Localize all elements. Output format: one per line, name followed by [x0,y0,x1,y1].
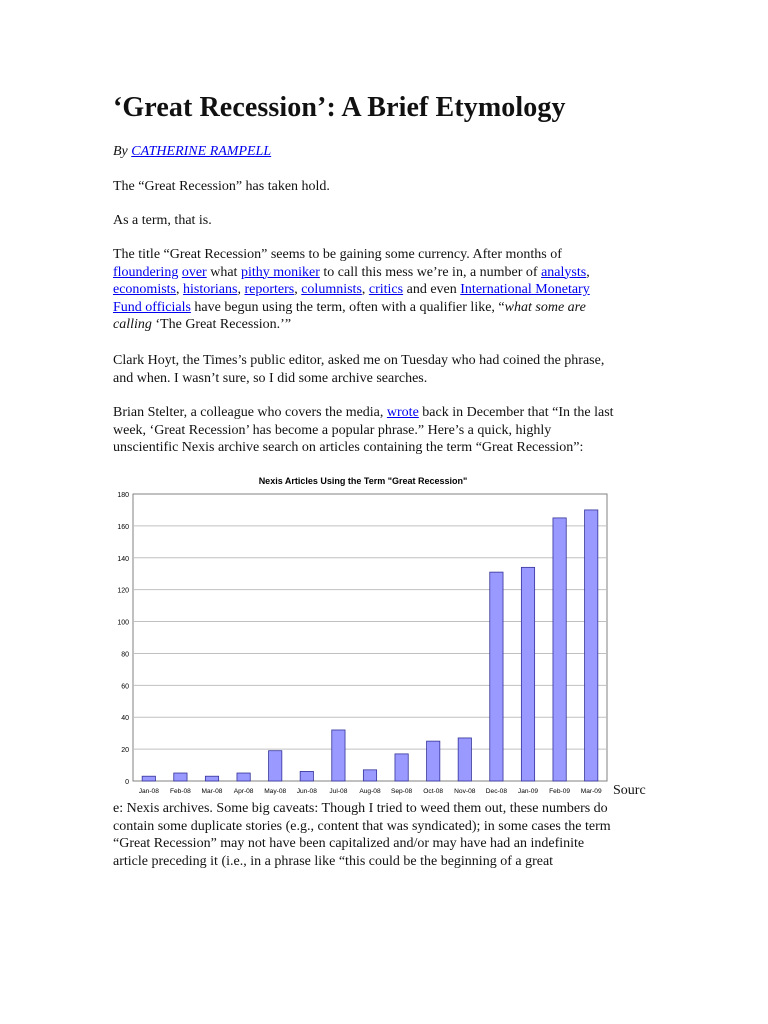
paragraph-3-line-4 [113,299,590,317]
text-to-call: to call this mess we’re in, a number of [319,264,542,280]
link-imf-officials-part-2[interactable]: Fund officials [113,299,191,315]
x-tick-label: Nov-08 [454,788,476,795]
paragraph-1: The “Great Recession” has taken hold. [113,179,330,194]
x-tick-label: Dec-08 [485,788,508,795]
bar [553,518,566,781]
paragraph-6-line-3: “Great Recession” may not have been capitalized and/or may have had an indefinite [113,836,585,852]
text-have-begun: have begun using the term, often with a qualifier like, “ [190,299,505,315]
paragraph-3-line-5 [113,316,590,334]
bar-chart-svg [113,470,613,800]
paragraph-5 [113,404,614,457]
x-tick-label: Mar-09 [580,788,602,795]
link-over[interactable]: over [181,264,207,280]
bar [363,770,376,781]
link-wrote[interactable]: wrote [386,405,419,420]
y-tick-label: 180 [117,492,129,499]
x-tick-label: Oct-08 [423,788,444,795]
text-comma: , [237,282,245,298]
chart-title: Nexis Articles Using the Term "Great Recession" [258,476,468,486]
text-brian-stelter: Brian Stelter, a colleague who covers the media, [113,405,387,420]
x-tick-label: Jul-08 [329,788,348,795]
x-tick-label: May-08 [264,788,287,795]
y-tick-label: 80 [121,651,129,659]
x-tick-label: Apr-08 [233,788,254,795]
link-analysts[interactable]: analysts [541,264,587,280]
byline-prefix: By [113,144,132,159]
paragraph-5-line-1 [113,404,614,422]
y-tick-label: 100 [117,619,129,627]
y-tick-label: 140 [117,555,129,563]
x-tick-label: Jan-09 [517,788,539,795]
y-tick-label: 120 [117,587,129,595]
bar [585,510,598,781]
bar [427,741,440,781]
paragraph-5-line-3: unscientific Nexis archive search on articles containing the term “Great Recession”: [113,440,584,456]
bar [174,773,187,781]
paragraph-3-line-1: The title “Great Recession” seems to be gaining some currency. After months of [113,247,562,262]
paragraph-3-line-2 [113,264,590,282]
link-columnists[interactable]: columnists [301,282,362,298]
text-what: what [206,264,241,280]
x-tick-label: Jun-08 [296,788,317,795]
paragraph-3-line-3 [113,281,590,299]
text-comma: , [294,282,302,298]
x-tick-label: Feb-09 [549,788,571,795]
x-tick-label: Feb-08 [169,788,191,795]
link-imf-officials-part-1[interactable]: International Monetary [460,282,590,298]
bar [142,776,155,781]
bar [490,572,503,781]
link-pithy-moniker[interactable]: pithy moniker [240,264,320,280]
paragraph-4 [113,352,604,387]
bar [332,730,345,781]
link-floundering[interactable]: floundering [113,264,179,280]
text-comma: , [361,282,369,298]
bar [395,754,408,781]
x-tick-label: Mar-08 [201,788,223,795]
paragraph-4-line-2: and when. I wasn’t sure, so I did some archive searches. [113,370,428,386]
bar [458,738,471,781]
link-critics[interactable]: critics [368,282,404,298]
paragraph-3 [113,246,590,334]
text-what-some-are: what some are [504,299,586,315]
link-historians[interactable]: historians [183,282,238,298]
x-tick-label: Jan-08 [138,788,159,795]
paragraph-6-line-2: contain some duplicate stories (e.g., content that was syndicated); in some cases the term [113,818,611,834]
text-calling: calling [113,317,152,333]
y-tick-label: 60 [121,683,129,691]
paragraph-6-line-4: article preceding it (i.e., in a phrase like “this could be the beginning of a great [113,853,554,869]
author-link[interactable]: CATHERINE RAMPELL [131,144,272,159]
paragraph-6-line-1: e: Nexis archives. Some big caveats: Though I tried to weed them out, these numbers do [113,801,608,816]
y-tick-label: 0 [125,779,129,786]
bar [521,567,534,781]
bar [205,776,218,781]
text-and-even: and even [403,282,461,298]
text-comma: , [176,282,183,298]
bar-chart [113,470,613,800]
byline [113,144,271,160]
link-economists[interactable]: economists [113,282,176,298]
paragraph-2: As a term, that is. [113,213,212,228]
y-tick-label: 20 [121,747,129,755]
y-tick-label: 160 [117,523,129,531]
paragraph-4-line-1: Clark Hoyt, the Times’s public editor, asked me on Tuesday who had coined the phrase, [113,353,605,368]
bar [269,751,282,781]
link-reporters[interactable]: reporters [244,282,295,298]
plot-area [133,494,607,781]
y-tick-label: 40 [121,715,129,723]
text-the-great-recession-quote: ‘The Great Recession.’” [151,317,292,333]
x-tick-label: Aug-08 [359,788,381,795]
bar [300,771,313,781]
text-back-in-december: back in December that “In the last [418,405,614,420]
article-title: ‘Great Recession’: A Brief Etymology [113,92,566,123]
bar [237,773,250,781]
x-tick-label: Sep-08 [390,788,413,795]
paragraph-6 [113,800,611,870]
text-comma: , [586,264,590,280]
paragraph-5-line-2: week, ‘Great Recession’ has become a popular phrase.” Here’s a quick, highly [113,422,552,438]
source-text-fragment: Sourc [613,783,646,798]
